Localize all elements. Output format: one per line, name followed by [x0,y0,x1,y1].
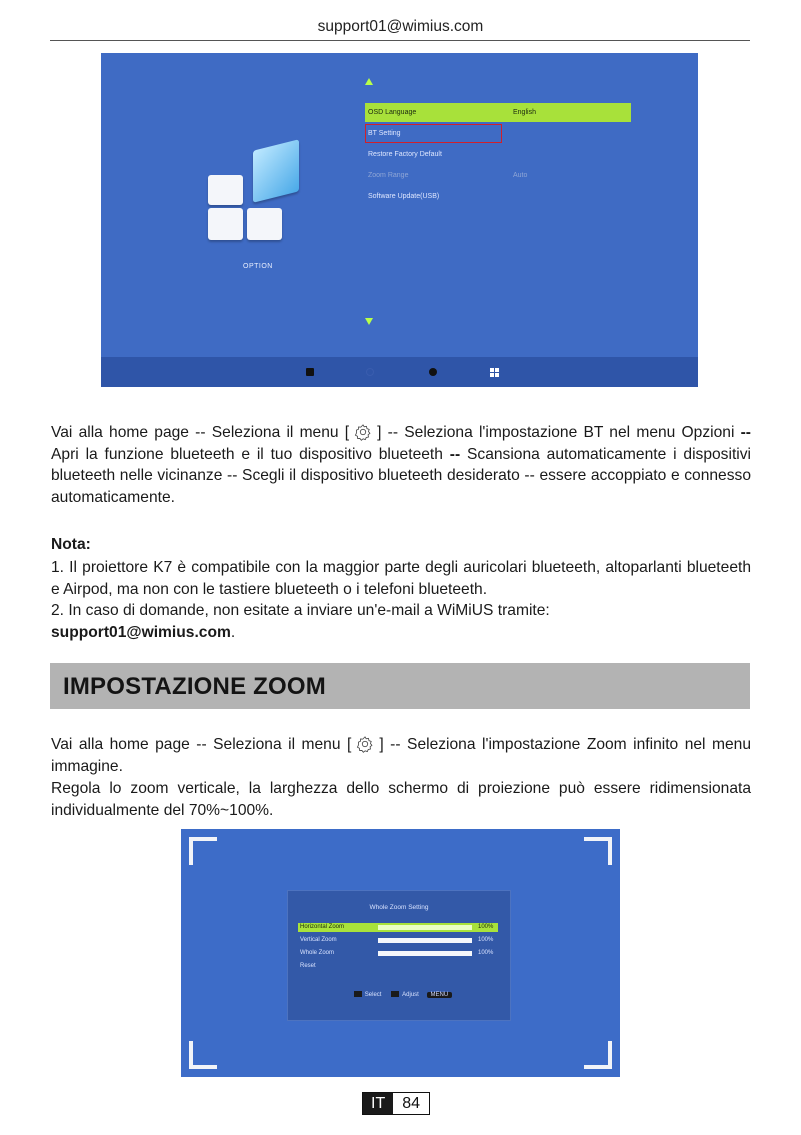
option-label: OPTION [243,263,273,270]
corner-bracket-icon [584,1041,612,1069]
option-logo-tile-icon [208,208,243,240]
zoom-setting-screenshot [181,829,620,1077]
corner-bracket-icon [189,837,217,865]
scroll-down-arrow-icon [365,318,373,325]
section-title: IMPOSTAZIONE ZOOM [63,673,326,700]
page-header-email: support01@wimius.com [317,18,484,35]
adjust-key-icon [391,991,399,997]
menu-item-zoom-range: Zoom Range Auto [368,172,528,179]
menu-item-software-update: Software Update(USB) [368,193,440,200]
zoom-row-vertical: Vertical Zoom 100% [300,937,494,943]
support-email: support01@wimius.com [51,623,231,641]
zoom-level-bar [378,938,472,943]
dot-icon [429,368,437,376]
bluetooth-instructions: Vai alla home page -- Seleziona il menu [ ] -- Seleziona l'impostazione BT nel menu Opzioni -- Apri la funzione blueteeth e il tuo dispositivo blueteeth -- Scansiona automaticamente i dispositivi blueteeth nelle vicinanze -- Scegli il dispositivo blueteeth desiderato -- essere accoppiato e connesso automaticamente. [51,424,751,506]
zoom-row-reset: Reset [300,963,316,969]
page-language: IT [363,1093,393,1114]
option-logo-tile-icon [253,139,299,202]
option-logo-tile-icon [208,175,243,205]
zoom-panel-title: Whole Zoom Setting [369,904,429,911]
menu-item-bt-setting: BT Setting [365,124,502,143]
note-title: Nota: [51,536,91,553]
option-menu-list [365,103,631,208]
zoom-row-horizontal: Horizontal Zoom 100% [298,923,498,932]
settings-gear-icon [354,423,372,441]
circle-icon [366,368,374,376]
menu-item-restore-factory-default: Restore Factory Default [368,151,442,158]
select-key-icon [354,991,362,997]
zoom-instructions-1: Vai alla home page -- Seleziona il menu [ ] -- Seleziona l'impostazione Zoom infinito nel menu immagine. [51,736,752,775]
zoom-settings-panel [288,891,510,1020]
scroll-up-arrow-icon [365,78,373,85]
corner-bracket-icon [189,1041,217,1069]
zoom-row-whole: Whole Zoom 100% [300,950,494,956]
note-line-1: 1. Il proiettore K7 è compatibile con la maggior parte degli auricolari blueteeth, altoparlanti blueteeth e Airpod, ma non con le tastiere blueteeth o i telefoni blueteeth. [51,559,751,598]
tv-icon [306,368,314,376]
zoom-level-bar [378,951,472,956]
menu-key: MENU [427,992,453,998]
grid-icon [490,368,499,377]
section-heading-band [50,663,750,709]
corner-bracket-icon [584,837,612,865]
option-logo-tile-icon [247,208,282,240]
header-rule [50,40,750,41]
zoom-panel-footer: Select Adjust MENU [288,991,510,998]
note-line-2: 2. In caso di domande, non esitate a inviare un'e-mail a WiMiUS tramite: support01@wimius.com. [51,602,550,641]
settings-gear-icon [356,735,374,753]
page-number: 84 [393,1093,429,1114]
option-menu-screenshot [101,53,698,387]
zoom-instructions-2: Regola lo zoom verticale, la larghezza dello schermo di proiezione può essere ridimensionata individualmente del 70%~100%. [51,780,751,819]
page-number-badge [362,1092,430,1115]
zoom-level-bar [378,925,472,930]
menu-item-osd-language: OSD Language English [365,103,631,122]
screen-taskbar [101,357,698,387]
